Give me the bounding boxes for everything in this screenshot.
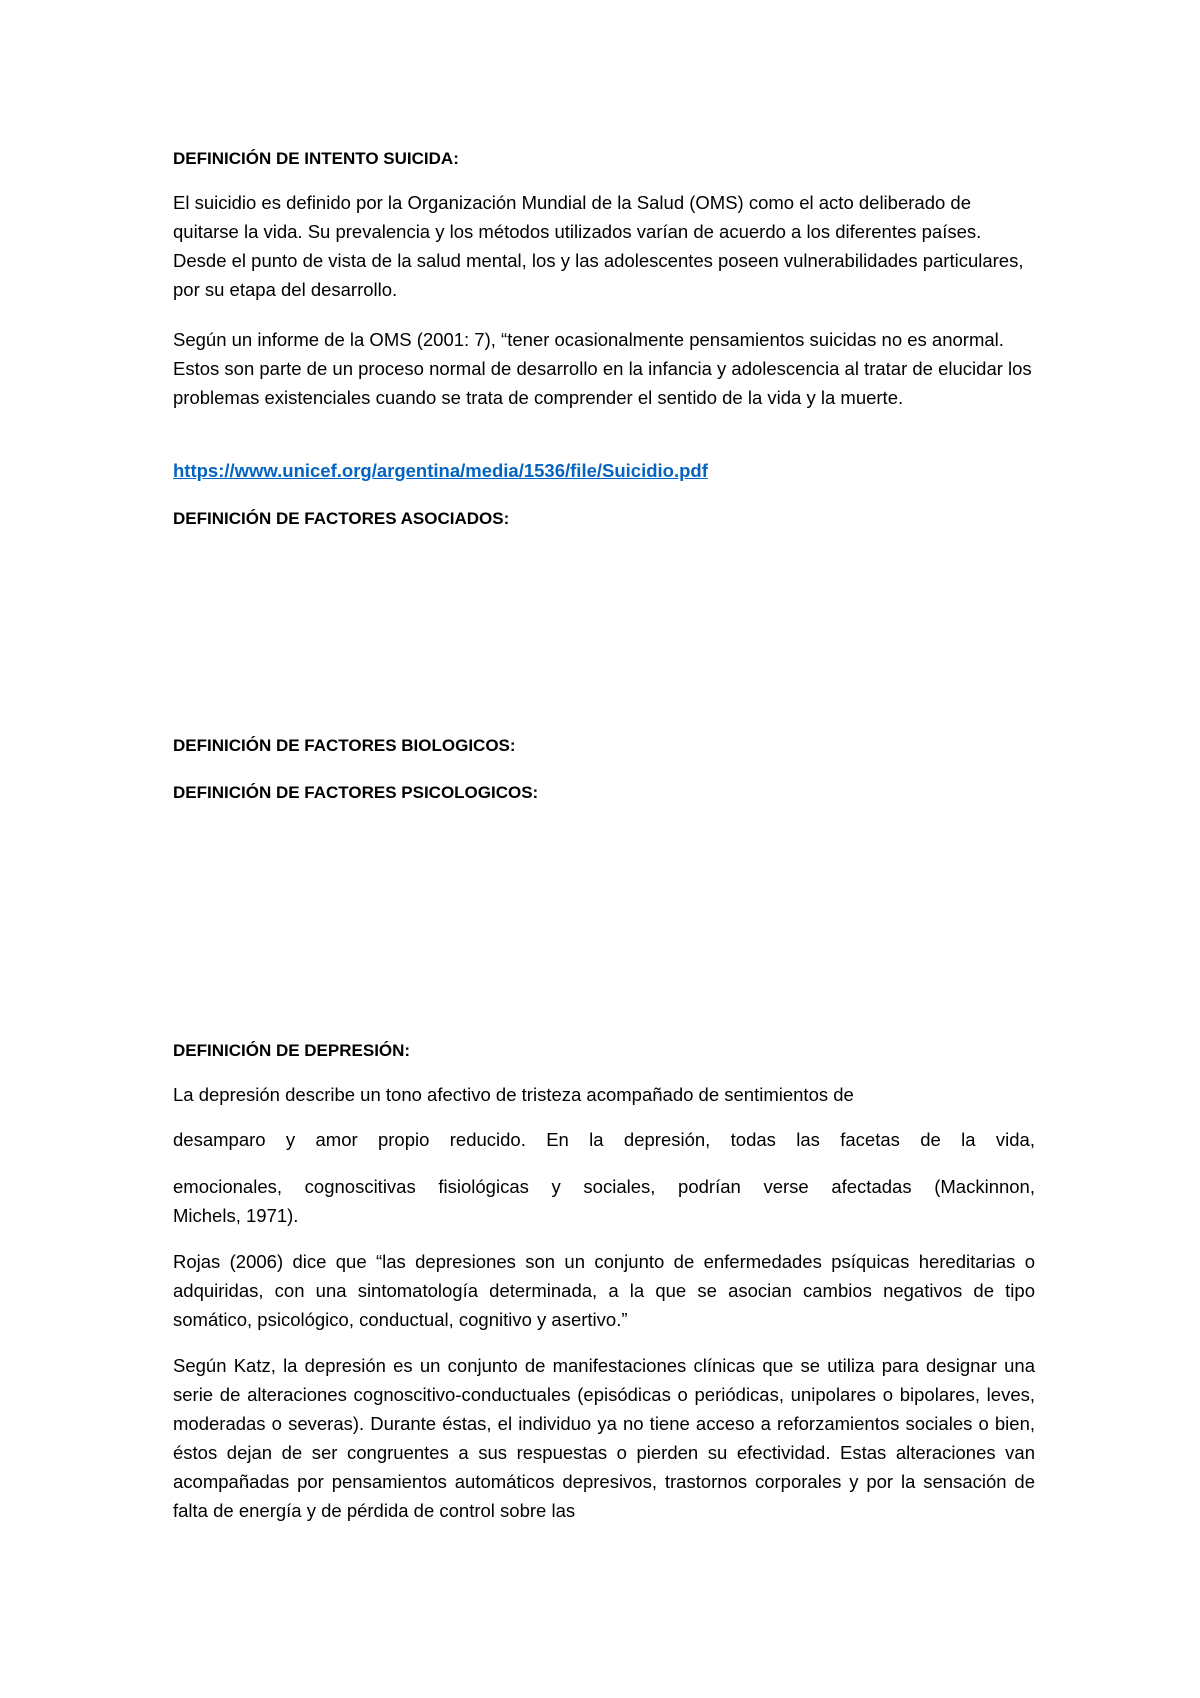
heading-factores-asociados: DEFINICIÓN DE FACTORES ASOCIADOS: (173, 509, 510, 528)
paragraph-depresion-1-line-1: La depresión describe un tono afectivo de tristeza acompañado de sentimientos de (173, 1084, 854, 1105)
paragraph-intento-suicida-1: El suicidio es definido por la Organización Mundial de la Salud (OMS) como el acto deliberado de quitarse la vida. Su prevalencia y los métodos utilizados varían de acuerdo a los diferentes países. Desde el punto de vista de la salud mental, los y las adolescentes poseen vulnerabilidades particulares, por su etapa del desarrollo. (173, 192, 1024, 300)
heading-factores-psicologicos: DEFINICIÓN DE FACTORES PSICOLOGICOS: (173, 783, 539, 802)
heading-factores-biologicos: DEFINICIÓN DE FACTORES BIOLOGICOS: (173, 736, 516, 755)
paragraph-depresion-1-line-2: desamparo y amor propio reducido. En la depresión, todas las facetas de la vida, (173, 1129, 1035, 1150)
paragraph-depresion-1-line-4: Michels, 1971). (173, 1205, 299, 1226)
paragraph-depresion-2: Rojas (2006) dice que “las depresiones son un conjunto de enfermedades psíquicas hereditarias o adquiridas, con una sintomatología determinada, a la que se asocian cambios negativos de tipo somático, psicológico, conductual, cognitivo y asertivo.” (173, 1251, 1035, 1330)
paragraph-depresion-3: Según Katz, la depresión es un conjunto de manifestaciones clínicas que se utiliza para designar una serie de alteraciones cognoscitivo-conductuales (episódicas o periódicas, unipolares o bipolares, leves, moderadas o severas). Durante éstas, el individuo ya no tiene acceso a reforzamientos sociales o bien, éstos dejan de ser congruentes a sus respuestas o pierden su efectividad. Estas alteraciones van acompañadas por pensamientos automáticos depresivos, trastornos corporales y por la sensación de falta de energía y de pérdida de control sobre las (173, 1355, 1035, 1521)
paragraph-depresion-1-line-3: emocionales, cognoscitivas fisiológicas y sociales, podrían verse afectadas (Mackinnon, (173, 1176, 1035, 1197)
unicef-suicidio-link[interactable]: https://www.unicef.org/argentina/media/1536/file/Suicidio.pdf (173, 460, 708, 481)
paragraph-intento-suicida-2: Según un informe de la OMS (2001: 7), “tener ocasionalmente pensamientos suicidas no es anormal. Estos son parte de un proceso normal de desarrollo en la infancia y adolescencia al tratar de elucidar los problemas existenciales cuando se trata de comprender el sentido de la vida y la muerte. (173, 329, 1032, 408)
heading-intento-suicida: DEFINICIÓN DE INTENTO SUICIDA: (173, 149, 459, 168)
heading-depresion: DEFINICIÓN DE DEPRESIÓN: (173, 1041, 411, 1060)
